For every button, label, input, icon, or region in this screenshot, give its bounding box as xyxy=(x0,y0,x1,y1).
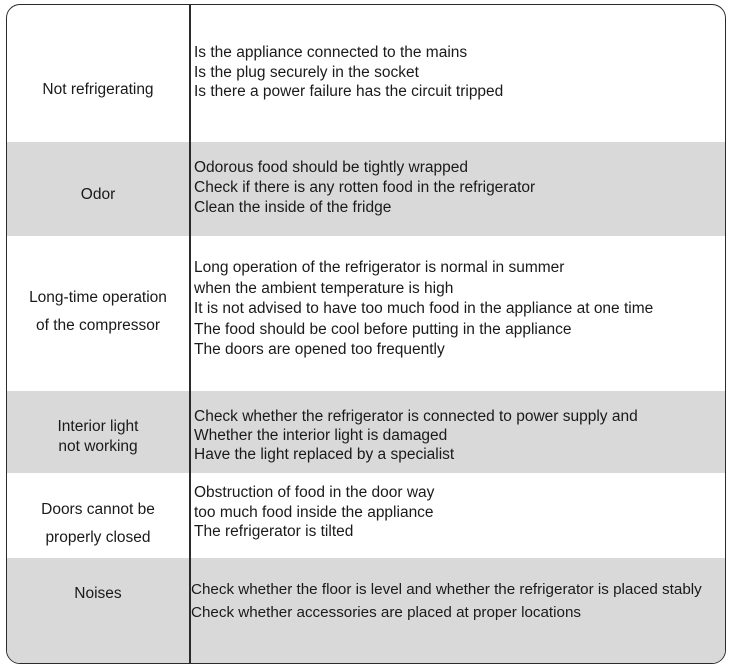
check-text: Obstruction of food in the door way xyxy=(194,484,435,501)
problem-text: Not refrigerating xyxy=(42,81,154,98)
checks-cell xyxy=(191,558,721,624)
check-text: Check whether accessories are placed at proper locations xyxy=(191,604,582,621)
check-text: too much food inside the appliance xyxy=(194,503,434,521)
check-text: Is there a power failure has the circuit tripped xyxy=(194,83,504,100)
problem-text: Odor xyxy=(80,186,116,203)
check-text: when the ambient temperature is high xyxy=(194,279,454,297)
check-text: Check whether the floor is level and whether the refrigerator is placed stably xyxy=(191,581,702,598)
check-text: The refrigerator is tilted xyxy=(194,523,354,540)
table-row xyxy=(7,5,725,142)
problem-text: Doors cannot be xyxy=(41,501,155,518)
check-text: It is not advised to have too much food in the appliance at one time xyxy=(194,300,654,317)
table-row xyxy=(7,142,725,236)
check-text: Is the appliance connected to the mains xyxy=(194,44,468,61)
problem-text: properly closed xyxy=(45,529,151,546)
checks-cell xyxy=(194,473,721,542)
table-row xyxy=(7,473,725,558)
problem-text: of the compressor xyxy=(35,317,161,334)
table-row xyxy=(7,391,725,473)
check-text: Long operation of the refrigerator is normal in summer xyxy=(194,259,565,276)
check-text: Check whether the refrigerator is connected to power supply and xyxy=(194,408,638,425)
checks-cell xyxy=(194,142,721,218)
check-text: Whether the interior light is damaged xyxy=(194,427,448,444)
problem-cell xyxy=(7,558,189,664)
check-text: Is the plug securely in the socket xyxy=(194,63,419,81)
troubleshooting-table xyxy=(6,4,726,664)
check-text: The doors are opened too frequently xyxy=(194,341,445,358)
checks-cell xyxy=(194,236,721,361)
problem-text: not working xyxy=(58,438,138,455)
table-row xyxy=(7,236,725,391)
checks-cell xyxy=(194,5,721,102)
check-text: The food should be cool before putting in the appliance xyxy=(194,320,572,338)
problem-text: Noises xyxy=(74,585,122,602)
check-text: Have the light replaced by a specialist xyxy=(194,446,455,463)
checks-cell xyxy=(194,391,721,464)
column-divider xyxy=(189,5,191,663)
check-text: Clean the inside of the fridge xyxy=(194,199,392,216)
check-text: Check if there is any rotten food in the refrigerator xyxy=(194,179,536,196)
problem-text: Long-time operation xyxy=(29,289,167,306)
problem-text: Interior light xyxy=(57,418,139,435)
check-text: Odorous food should be tightly wrapped xyxy=(194,159,469,176)
table-row xyxy=(7,558,725,664)
